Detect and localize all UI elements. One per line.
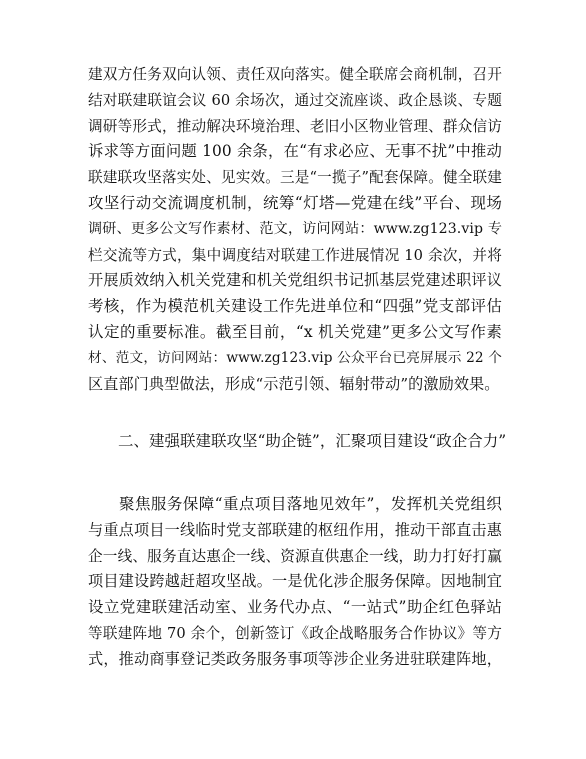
text-line: 企一线、服务直达惠企一线、资源直供惠企一线，助力打好打赢 [88, 547, 502, 565]
text-line: 聚焦服务保障“重点项目落地见效年”，发挥机关党组织 [119, 495, 502, 513]
text-line: 诉求等方面问题 100 余条，在“有求必应、无事不扰”中推动 [88, 142, 502, 161]
text-line: 式，推动商事登记类政务服务事项等涉企业务进驻联建阵地， [88, 649, 502, 668]
text-line: 开展质效纳入机关党建和机关党组织书记抓基层党建述职评议 [88, 271, 502, 290]
text-line: 认定的重要标准。截至目前，“x 机关党建”更多公文写作素 [88, 322, 502, 341]
text-line: 项目建设跨越赶超攻坚战。一是优化涉企服务保障。因地制宜 [88, 572, 502, 591]
text-line: 攻坚行动交流调度机制，统筹“灯塔—党建在线”平台、现场 [88, 193, 502, 212]
text-line: 联建联攻坚落实处、见实效。三是“一揽子”配套保障。健全联建 [88, 169, 502, 187]
text-line: 栏交流等方式，集中调度结对联建工作进展情况 10 余次，并将 [88, 246, 502, 264]
body-paragraph-1 [88, 62, 502, 397]
text-line: 等联建阵地 70 余个，创新签订《政企战略服务合作协议》等方 [88, 624, 502, 642]
text-line: 调研等形式，推动解决环境治理、老旧小区物业管理、群众信访 [88, 117, 502, 135]
text-line: 结对联建联谊会议 60 余场次，通过交流座谈、政企恳谈、专题 [88, 91, 502, 109]
text-line: 考核，作为模范机关建设工作先进单位和“四强”党支部评估 [88, 297, 502, 316]
text-line: 与重点项目一线临时党支部联建的枢纽作用，推动干部直击惠 [88, 520, 502, 539]
text-line: 设立党建联建活动室、业务代办点、“一站式”助企红色驿站 [88, 598, 502, 617]
section-heading: 二、建强联建联攻坚“助企链”，汇聚项目建设“政企合力” [118, 432, 507, 450]
text-line: 材、范文，访问网站：www.zg123.vip 公众平台已亮屏展示 22 个 [88, 349, 502, 366]
text-line: 调研、更多公文写作素材、范文，访问网站：www.zg123.vip 专 [88, 220, 502, 237]
text-line: 区直部门典型做法，形成“示范引领、辐射带动”的激励效果。 [88, 374, 500, 393]
body-paragraph-2 [88, 492, 502, 673]
text-line: 建双方任务双向认领、责任双向落实。健全联席会商机制，召开 [88, 66, 502, 83]
